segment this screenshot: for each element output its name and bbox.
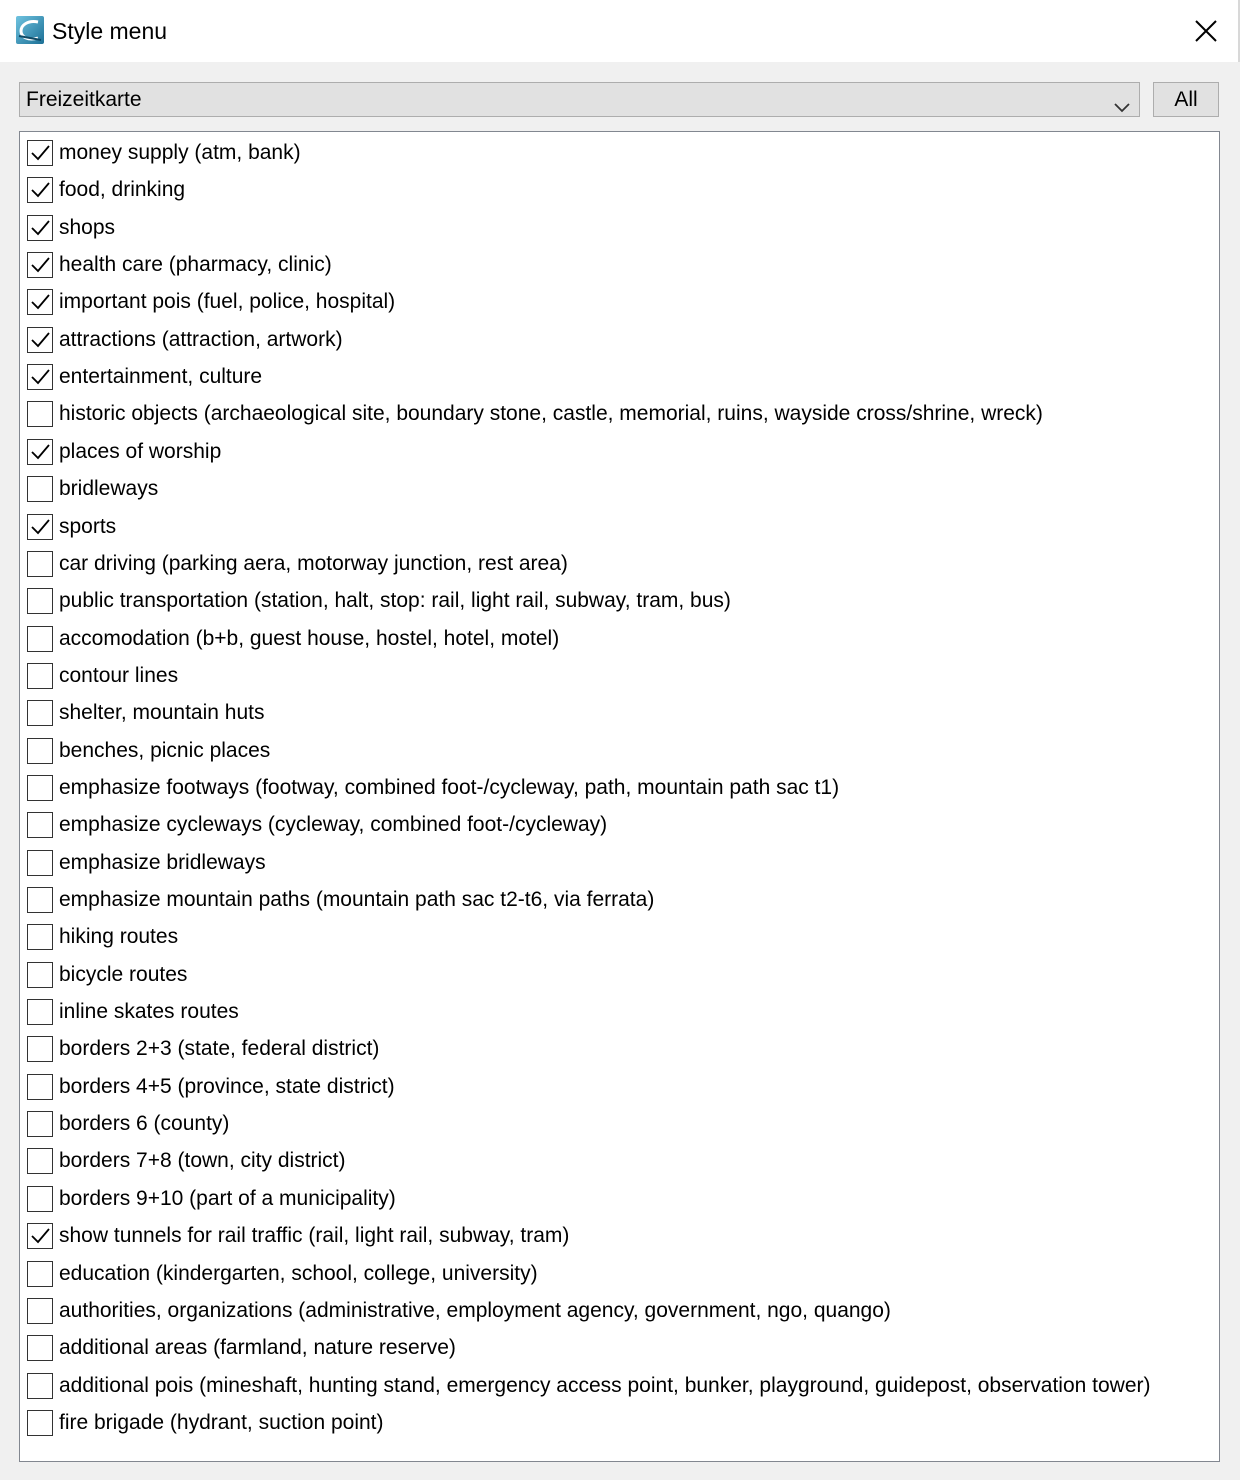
option-label: hiking routes [59, 925, 179, 949]
window-title: Style menu [52, 18, 168, 44]
option-label: public transportation (station, halt, stop: rail, light rail, subway, tram, bus) [59, 589, 731, 613]
option-item[interactable] [27, 1258, 538, 1290]
option-label: inline skates routes [59, 1000, 239, 1024]
option-item[interactable] [27, 324, 343, 356]
option-label: additional pois (mineshaft, hunting stand, emergency access point, bunker, playground, guidepost, observation tower) [59, 1373, 1151, 1397]
option-label: money supply (atm, bank) [59, 141, 301, 164]
option-label: show tunnels for rail traffic (rail, light rail, subway, tram) [59, 1224, 570, 1248]
option-item[interactable] [27, 884, 654, 916]
option-label: car driving (parking aera, motorway junction, rest area) [59, 551, 568, 575]
option-item[interactable] [27, 1071, 395, 1103]
checkbox-unchecked[interactable] [27, 999, 53, 1025]
option-item[interactable] [27, 847, 266, 879]
checkbox-unchecked[interactable] [27, 626, 53, 652]
option-item[interactable] [27, 959, 187, 991]
checkbox-unchecked[interactable] [27, 850, 53, 876]
checkbox-unchecked[interactable] [27, 700, 53, 726]
close-button[interactable] [1178, 8, 1234, 54]
option-label: important pois (fuel, police, hospital) [59, 290, 396, 314]
checkbox-unchecked[interactable] [27, 1111, 53, 1137]
option-label: emphasize bridleways [59, 850, 266, 874]
option-item[interactable] [27, 996, 239, 1028]
option-label: attractions (attraction, artwork) [59, 327, 343, 351]
checkbox-unchecked[interactable] [27, 738, 53, 764]
option-label: emphasize mountain paths (mountain path sac t2-t6, via ferrata) [59, 888, 655, 911]
option-label: additional areas (farmland, nature reserve) [59, 1336, 456, 1360]
option-item[interactable] [27, 548, 568, 580]
checkmark-icon [30, 218, 50, 238]
option-label: education (kindergarten, school, college, university) [59, 1261, 538, 1285]
checkbox-checked[interactable] [27, 514, 53, 540]
checkbox-unchecked[interactable] [27, 476, 53, 502]
checkbox-unchecked[interactable] [27, 1298, 53, 1324]
option-item[interactable] [27, 660, 178, 692]
option-label: borders 6 (county) [59, 1112, 230, 1136]
checkbox-unchecked[interactable] [27, 401, 53, 427]
checkbox-unchecked[interactable] [27, 1373, 53, 1399]
style-options-list[interactable] [19, 131, 1220, 1462]
option-item[interactable] [27, 249, 332, 281]
option-item[interactable] [27, 473, 158, 505]
checkbox-unchecked[interactable] [27, 1335, 53, 1361]
checkbox-checked[interactable] [27, 177, 53, 203]
option-label: health care (pharmacy, clinic) [59, 253, 332, 277]
option-item[interactable] [27, 1145, 346, 1177]
option-label: historic objects (archaeological site, boundary stone, castle, memorial, ruins, wayside cross/shrine, wreck) [59, 402, 1043, 426]
option-label: shops [59, 215, 116, 239]
checkbox-unchecked[interactable] [27, 775, 53, 801]
app-icon [16, 16, 44, 44]
checkmark-icon [30, 255, 50, 275]
option-item[interactable] [27, 1295, 891, 1327]
option-item[interactable] [27, 212, 115, 244]
option-item[interactable] [27, 398, 1043, 430]
checkbox-unchecked[interactable] [27, 1148, 53, 1174]
checkbox-unchecked[interactable] [27, 812, 53, 838]
checkbox-checked[interactable] [27, 327, 53, 353]
title-bar [0, 0, 1240, 62]
option-label: food, drinking [59, 178, 186, 202]
option-item[interactable] [27, 1033, 379, 1065]
option-label: fire brigade (hydrant, suction point) [59, 1410, 384, 1434]
checkmark-icon [30, 292, 50, 312]
option-item[interactable] [27, 1108, 229, 1140]
option-label: emphasize footways (footway, combined foot-/cycleway, path, mountain path sac t1) [59, 775, 840, 799]
all-button[interactable]: All [1153, 82, 1219, 117]
checkbox-checked[interactable] [27, 140, 53, 166]
option-label: borders 7+8 (town, city district) [59, 1149, 346, 1173]
option-label: entertainment, culture [59, 365, 263, 389]
option-label: emphasize cycleways (cycleway, combined foot-/cycleway) [59, 813, 608, 837]
checkbox-checked[interactable] [27, 215, 53, 241]
checkmark-icon [30, 330, 50, 350]
option-item[interactable] [27, 137, 301, 169]
checkbox-checked[interactable] [27, 252, 53, 278]
option-item[interactable] [27, 772, 839, 804]
option-item[interactable] [27, 809, 607, 841]
option-item[interactable] [27, 697, 264, 729]
checkbox-unchecked[interactable] [27, 1186, 53, 1212]
checkbox-checked[interactable] [27, 1223, 53, 1249]
option-item[interactable] [27, 921, 178, 953]
checkbox-checked[interactable] [27, 439, 53, 465]
checkmark-icon [30, 180, 50, 200]
option-label: borders 4+5 (province, state district) [59, 1074, 395, 1098]
checkbox-checked[interactable] [27, 289, 53, 315]
option-label: borders 9+10 (part of a municipality) [59, 1186, 396, 1210]
option-item[interactable] [27, 511, 116, 543]
option-label: places of worship [59, 439, 222, 463]
option-item[interactable] [27, 286, 395, 318]
option-item[interactable] [27, 436, 221, 468]
option-item[interactable] [27, 1332, 456, 1364]
checkbox-unchecked[interactable] [27, 588, 53, 614]
close-icon[interactable] [1194, 19, 1218, 43]
checkbox-unchecked[interactable] [27, 1036, 53, 1062]
option-item[interactable] [27, 735, 270, 767]
option-label: sports [59, 514, 117, 538]
option-item[interactable] [27, 585, 731, 617]
checkmark-icon [30, 442, 50, 462]
style-select-value: Freizeitkarte [26, 88, 142, 111]
checkbox-unchecked[interactable] [27, 663, 53, 689]
option-item[interactable] [27, 1407, 384, 1439]
checkbox-unchecked[interactable] [27, 1261, 53, 1287]
checkbox-unchecked[interactable] [27, 551, 53, 577]
option-item[interactable] [27, 361, 262, 393]
option-label: borders 2+3 (state, federal district) [59, 1037, 380, 1061]
option-item[interactable] [27, 623, 559, 655]
checkbox-unchecked[interactable] [27, 1074, 53, 1100]
option-label: benches, picnic places [59, 738, 271, 762]
option-label: accomodation (b+b, guest house, hostel, hotel, motel) [59, 626, 560, 650]
option-label: contour lines [59, 663, 179, 687]
checkbox-unchecked[interactable] [27, 924, 53, 950]
option-item[interactable] [27, 1370, 1151, 1402]
option-item[interactable] [27, 1183, 396, 1215]
checkbox-unchecked[interactable] [27, 887, 53, 913]
option-label: shelter, mountain huts [59, 701, 265, 725]
checkmark-icon [30, 517, 50, 537]
chevron-down-icon[interactable] [1113, 92, 1131, 108]
option-label: bridleways [59, 477, 159, 501]
checkbox-unchecked[interactable] [27, 962, 53, 988]
style-select[interactable] [19, 82, 1140, 117]
option-item[interactable] [27, 1220, 569, 1252]
option-label: authorities, organizations (administrative, employment agency, government, ngo, quango) [59, 1298, 891, 1322]
checkbox-unchecked[interactable] [27, 1410, 53, 1436]
checkmark-icon [30, 143, 50, 163]
option-label: bicycle routes [59, 962, 188, 986]
checkmark-icon [30, 1226, 50, 1246]
option-item[interactable] [27, 174, 185, 206]
checkmark-icon [30, 367, 50, 387]
checkbox-checked[interactable] [27, 364, 53, 390]
